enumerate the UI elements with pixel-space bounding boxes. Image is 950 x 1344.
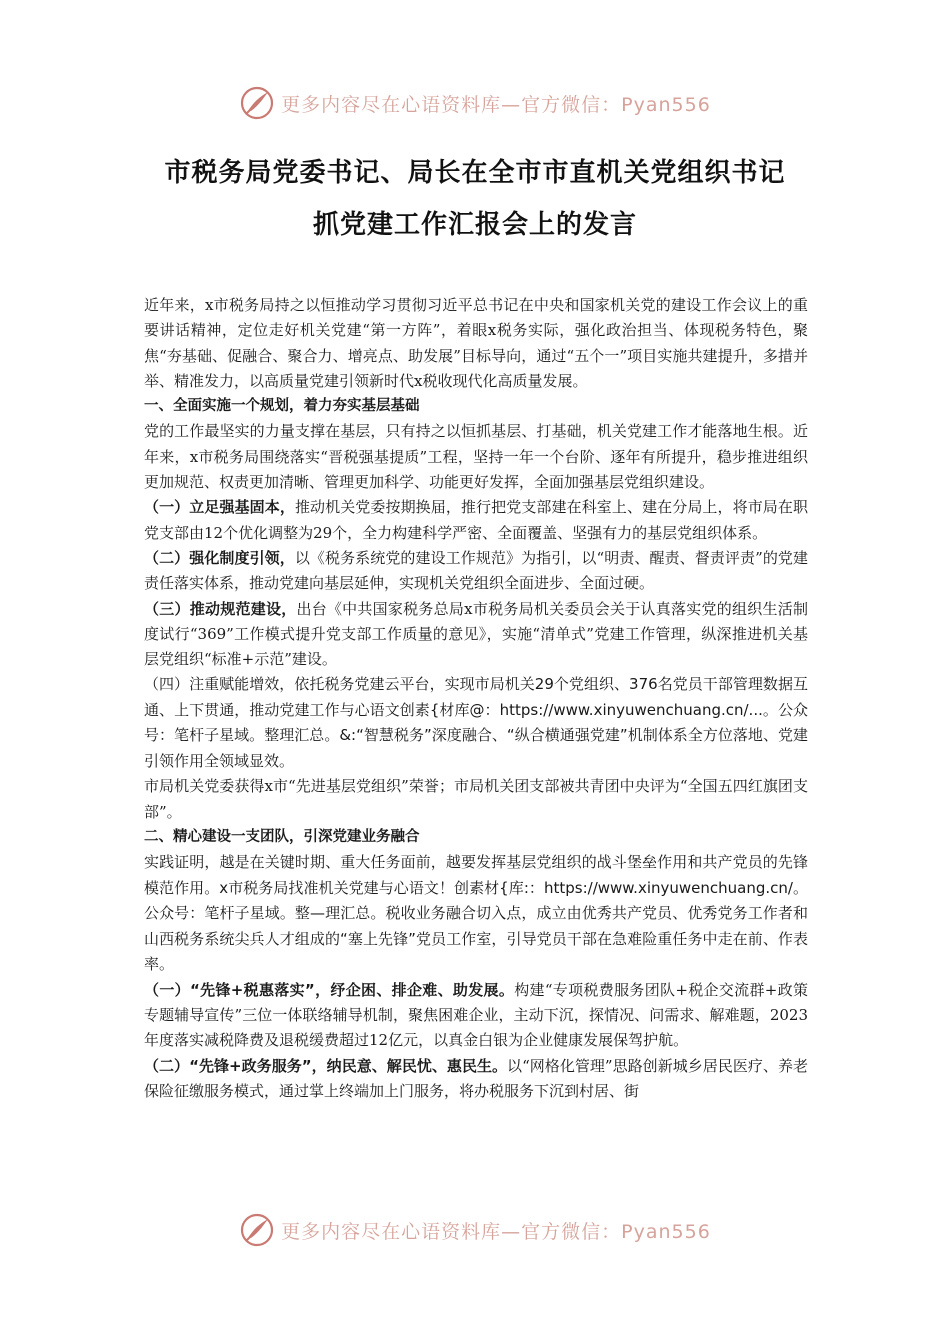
page-title-line-2: 抓党建工作汇报会上的发言	[312, 210, 637, 240]
watermark-footer	[0, 1205, 950, 1255]
subsection-6-lead: （二）“先锋+政务服务”，纳民意、解民忧、惠民生。	[144, 1056, 508, 1075]
subsection-3	[144, 597, 808, 673]
subsection-6-text: 以“网格化管理”思路创新城乡居民医疗、养老保险征缴服务模式，通过掌上终端加上门服务，将办税服务下沉到村居、街	[144, 1056, 808, 1101]
subsection-3-text: 出台《中共国家税务总局x市税务局机关委员会关于认真落实党的组织生活制度试行“369”工作模式提升党支部工作质量的意见》，实施“清单式”党建工作管理，纵深推进机关基层党组织“标准+示范”建设。	[144, 599, 808, 669]
subsection-5	[144, 978, 808, 1054]
subsection-5-lead: （一）“先锋+税惠落实”，纾企困、排企难、助发展。	[144, 980, 515, 999]
paragraph-1: 党的工作最坚实的力量支撑在基层，只有持之以恒抓基层、打基础，机关党建工作才能落地生根。近年来，x市税务局围绕落实“晋税强基提质”工程，坚持一年一个台阶、逐年有所提升，稳步推进组织更加规范、权责更加清晰、管理更加科学、功能更好发挥，全面加强基层党组织建设。	[144, 422, 808, 492]
document-body	[144, 293, 808, 1104]
subsection-4: （四）注重赋能增效，依托税务党建云平台，实现市局机关29个党组织、376名党员干部管理数据互通、上下贯通，推动党建工作与心语文创素{材库@：https://www.xinyuwenchuang.cn/...。公众号：笔杆子星域。整理汇总。&:“智慧税务”深度融合、“纵合横通强党建”机制体系全方位落地、党建引领作用全领域显效。	[144, 675, 808, 770]
subsection-2	[144, 546, 808, 597]
subsection-1	[144, 495, 808, 546]
page-title-line-1: 市税务局党委书记、局长在全市市直机关党组织书记	[164, 158, 786, 188]
subsection-2-lead: （二）强化制度引领，	[144, 548, 295, 567]
subsection-3-lead: （三）推动规范建设，	[144, 599, 297, 618]
subsection-1-text: 推动机关党委按期换届，推行把党支部建在科室上、建在分局上，将市局在职党支部由12个优化调整为29个，全力构建科学严密、全面覆盖、坚强有力的基层党组织体系。	[144, 498, 808, 542]
watermark-header	[0, 78, 950, 128]
subsection-2-text: 以《税务系统党的建设工作规范》为指引，以“明责、醒责、督责评责”的党建责任落实体系，推动党建向基层延伸，实现机关党组织全面进步、全面过硬。	[144, 548, 808, 593]
watermark-text: 更多内容尽在心语资料库—官方微信：Pyan556	[281, 1220, 711, 1243]
subsection-1-lead: （一）立足强基固本，	[144, 498, 295, 517]
paragraph-3: 实践证明，越是在关键时期、重大任务面前，越要发挥基层党组织的战斗堡垒作用和共产党员的先锋模范作用。x市税务局找准机关党建与心语文！创素材{库:：https://www.xinyuwenchuang.cn/。公众号：笔杆子星域。整—理汇总。税收业务融合切入点，成立由优秀共产党员、优秀党务工作者和山西税务系统尖兵人才组成的“塞上先锋”党员工作室，引导党员干部在急难险重任务中走在前、作表率。	[144, 853, 808, 974]
quill-logo-icon	[239, 1212, 275, 1248]
intro-paragraph: 近年来，x市税务局持之以恒推动学习贯彻习近平总书记在中央和国家机关党的建设工作会议上的重要讲话精神，定位走好机关党建“第一方阵”，着眼x税务实际，强化政治担当、体现税务特色，聚焦“夯基础、促融合、聚合力、增亮点、助发展”目标导向，通过“五个一”项目实施共建提升，多措并举、精准发力，以高质量党建引领新时代x税收现代化高质量发展。	[144, 296, 808, 390]
subsection-5-text: 构建“专项税费服务团队+税企交流群+政策专题辅导宣传”三位一体联络辅导机制，聚焦困难企业，主动下沉，探情况、问需求、解难题，2023年度落实减税降费及退税缓费超过12亿元，以真金白银为企业健康发展保驾护航。	[144, 980, 808, 1050]
section-heading-1: 一、全面实施一个规划，着力夯实基层基础	[144, 398, 420, 415]
quill-logo-icon	[239, 85, 275, 121]
paragraph-2: 市局机关党委获得x市“先进基层党组织”荣誉；市局机关团支部被共青团中央评为“全国五四红旗团支部”。	[144, 777, 808, 821]
subsection-6	[144, 1054, 808, 1105]
watermark-text: 更多内容尽在心语资料库—官方微信：Pyan556	[281, 93, 711, 116]
section-heading-2: 二、精心建设一支团队，引深党建业务融合	[144, 829, 420, 846]
